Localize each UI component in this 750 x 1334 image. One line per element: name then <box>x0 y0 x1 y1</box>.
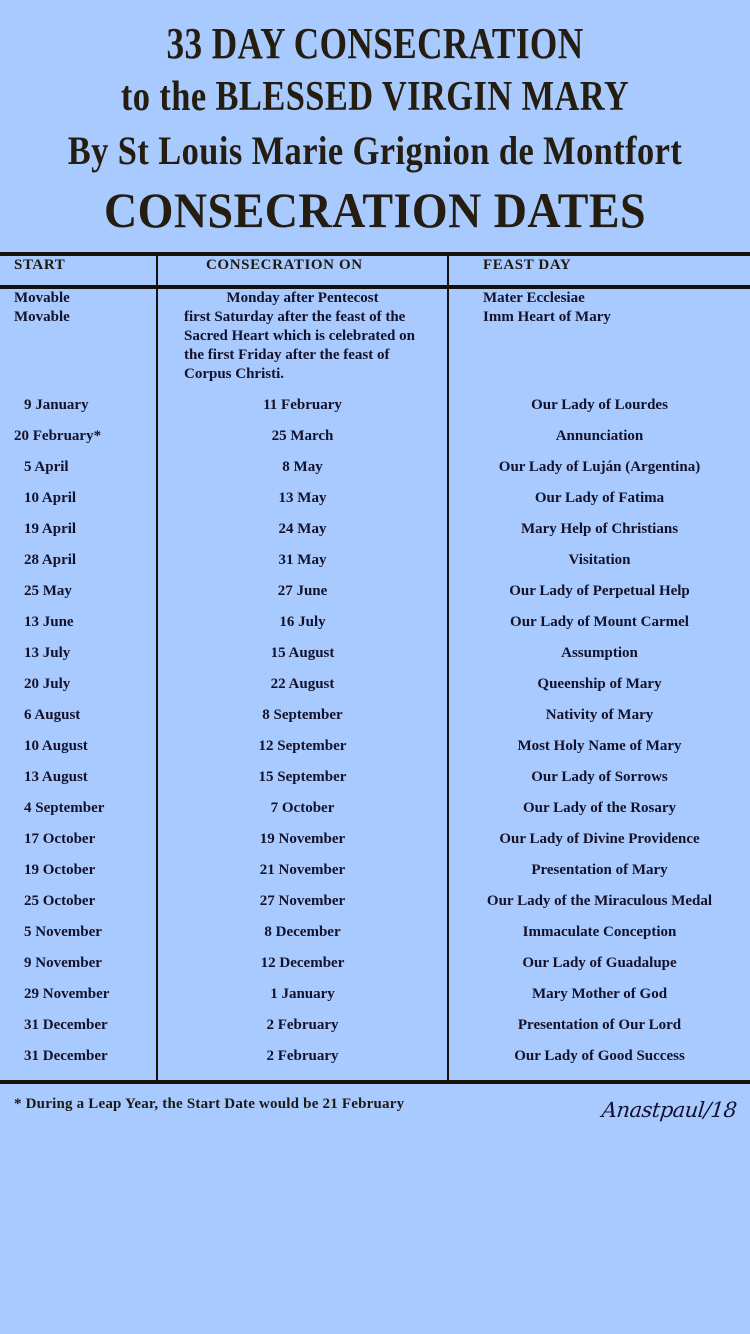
cell-start: Movable <box>14 290 70 306</box>
table-row <box>0 725 750 756</box>
cell-start: 25 October <box>24 893 96 909</box>
table-header-row <box>0 256 750 287</box>
cell-consecration-on: 24 May <box>157 508 448 539</box>
poster-footer <box>0 1080 750 1136</box>
cell-start: 28 April <box>24 552 77 568</box>
cell-start: 9 January <box>24 397 89 413</box>
cell-consecration-on: 13 May <box>157 477 448 508</box>
table-row <box>0 694 750 725</box>
cell-feast-day: Our Lady of Guadalupe <box>448 942 750 973</box>
cell-feast-day: Assumption <box>448 632 750 663</box>
cell-feast-day: Imm Heart of Mary <box>448 308 750 384</box>
cell-start: 4 September <box>24 800 105 816</box>
cell-consecration-on: 2 February <box>157 1004 448 1035</box>
cell-start: 13 August <box>24 769 88 785</box>
cell-consecration-on: 16 July <box>157 601 448 632</box>
cell-feast-day: Mary Help of Christians <box>448 508 750 539</box>
cell-consecration-on: 8 May <box>157 446 448 477</box>
cell-feast-day: Our Lady of Sorrows <box>448 756 750 787</box>
cell-feast-day: Our Lady of Good Success <box>448 1035 750 1080</box>
table-row <box>0 632 750 663</box>
cell-consecration-on: 12 December <box>157 942 448 973</box>
cell-start: 20 July <box>24 676 71 692</box>
table-body <box>0 287 750 1080</box>
cell-consecration-on: 11 February <box>157 384 448 415</box>
cell-start: 31 December <box>24 1017 108 1033</box>
cell-start: 9 November <box>24 955 102 971</box>
cell-feast-day: Our Lady of Lourdes <box>448 384 750 415</box>
cell-start: Movable <box>14 309 70 325</box>
cell-feast-day: Our Lady of Luján (Argentina) <box>448 446 750 477</box>
title-line-1: 33 DAY CONSECRATION <box>166 19 584 68</box>
cell-start: 5 November <box>24 924 102 940</box>
table-row <box>0 911 750 942</box>
table-row <box>0 973 750 1004</box>
cell-feast-day: Most Holy Name of Mary <box>448 725 750 756</box>
cell-feast-day: Mary Mother of God <box>448 973 750 1004</box>
cell-start: 13 July <box>24 645 71 661</box>
cell-feast-day: Presentation of Mary <box>448 849 750 880</box>
table-row <box>0 415 750 446</box>
table-row <box>0 384 750 415</box>
cell-consecration-on: 21 November <box>157 849 448 880</box>
consecration-dates-table <box>0 256 750 1080</box>
cell-feast-day: Annunciation <box>448 415 750 446</box>
column-header-start: START <box>0 256 157 287</box>
cell-consecration-on: first Saturday after the feast of the Sacred Heart which is celebrated on the first Friday after the feast of Corpus Christi. <box>184 309 415 382</box>
cell-start: 20 February* <box>14 428 102 444</box>
table-row <box>0 787 750 818</box>
cell-start: 19 October <box>24 862 96 878</box>
cell-feast-day: Presentation of Our Lord <box>448 1004 750 1035</box>
cell-feast-day: Queenship of Mary <box>448 663 750 694</box>
cell-consecration-on: Monday after Pentecost <box>157 287 448 308</box>
cell-start: 10 August <box>24 738 88 754</box>
table-row <box>0 601 750 632</box>
table-row <box>0 570 750 601</box>
table-row <box>0 818 750 849</box>
cell-start: 6 August <box>24 707 81 723</box>
cell-start: 25 May <box>24 583 72 599</box>
cell-feast-day: Nativity of Mary <box>448 694 750 725</box>
table-row <box>0 849 750 880</box>
title-line-2: to the BLESSED VIRGIN MARY <box>120 74 630 120</box>
cell-start: 5 April <box>24 459 69 475</box>
table-header <box>0 256 750 287</box>
cell-feast-day: Our Lady of Divine Providence <box>448 818 750 849</box>
cell-consecration-on: 12 September <box>157 725 448 756</box>
poster-title-block <box>0 0 750 240</box>
cell-start: 19 April <box>24 521 77 537</box>
cell-consecration-on: 27 June <box>157 570 448 601</box>
table-row <box>0 756 750 787</box>
cell-feast-day: Mater Ecclesiae <box>448 287 750 308</box>
cell-consecration-on: 27 November <box>157 880 448 911</box>
table-row <box>0 663 750 694</box>
cell-start: 31 December <box>24 1048 108 1064</box>
table-row <box>0 880 750 911</box>
cell-start: 13 June <box>24 614 74 630</box>
cell-consecration-on: 2 February <box>157 1035 448 1080</box>
author-signature: Anastpaul/18 <box>600 1098 738 1122</box>
table-row <box>0 477 750 508</box>
cell-start: 29 November <box>24 986 110 1002</box>
cell-feast-day: Our Lady of Fatima <box>448 477 750 508</box>
cell-consecration-on: 19 November <box>157 818 448 849</box>
table-row <box>0 508 750 539</box>
cell-start: 17 October <box>24 831 96 847</box>
cell-consecration-on: 25 March <box>157 415 448 446</box>
cell-feast-day: Our Lady of the Rosary <box>448 787 750 818</box>
cell-consecration-on: 8 September <box>157 694 448 725</box>
consecration-dates-table-wrap <box>0 252 750 1080</box>
cell-consecration-on: 1 January <box>157 973 448 1004</box>
table-row <box>0 1035 750 1080</box>
leap-year-footnote: * During a Leap Year, the Start Date would be 21 February <box>14 1096 405 1112</box>
table-row <box>0 308 750 384</box>
cell-feast-day: Our Lady of the Miraculous Medal <box>448 880 750 911</box>
cell-consecration-on: 15 August <box>157 632 448 663</box>
column-header-feast-day: FEAST DAY <box>448 256 750 287</box>
cell-feast-day: Our Lady of Mount Carmel <box>448 601 750 632</box>
table-row <box>0 1004 750 1035</box>
cell-feast-day: Immaculate Conception <box>448 911 750 942</box>
table-row <box>0 287 750 308</box>
page-title: CONSECRATION DATES <box>103 182 647 238</box>
cell-feast-day: Visitation <box>448 539 750 570</box>
column-header-consecration-on: CONSECRATION ON <box>157 256 448 287</box>
cell-consecration-on: 22 August <box>157 663 448 694</box>
cell-start: 10 April <box>24 490 77 506</box>
cell-feast-day: Our Lady of Perpetual Help <box>448 570 750 601</box>
table-row <box>0 539 750 570</box>
table-row <box>0 942 750 973</box>
table-row <box>0 446 750 477</box>
cell-consecration-on: 8 December <box>157 911 448 942</box>
cell-consecration-on: 15 September <box>157 756 448 787</box>
title-line-3: By St Louis Marie Grignion de Montfort <box>67 128 683 173</box>
cell-consecration-on: 31 May <box>157 539 448 570</box>
cell-consecration-on: 7 October <box>157 787 448 818</box>
